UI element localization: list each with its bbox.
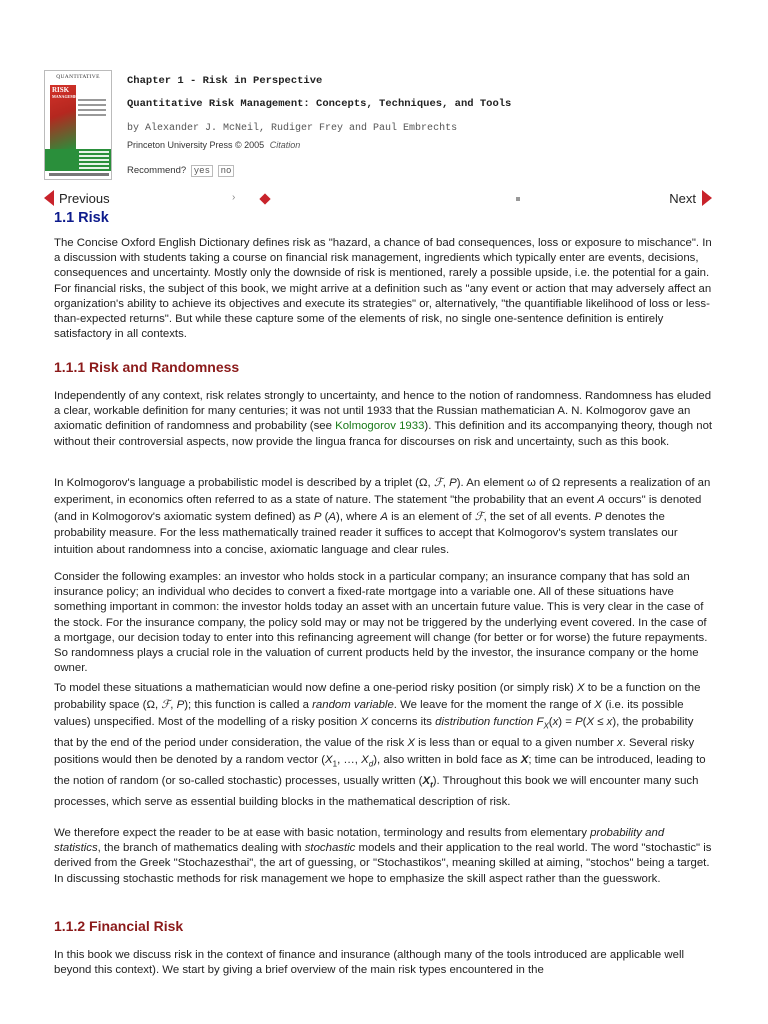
authors: Alexander J. McNeil, Rudiger Frey and Paul Embrechts <box>145 123 458 134</box>
publisher: Princeton University Press © 2005 <box>127 140 265 150</box>
section-title-1-1: 1.1 Risk <box>54 210 109 226</box>
chevron-right-icon[interactable]: › <box>232 192 236 203</box>
next-button[interactable] <box>669 190 712 206</box>
section-title-1-1-1: 1.1.1 Risk and Randomness <box>54 359 240 375</box>
previous-button[interactable] <box>44 190 110 206</box>
book-title: Quantitative Risk Management: Concepts, Techniques, and Tools <box>127 98 512 110</box>
kolmogorov-1933-link[interactable]: Kolmogorov 1933 <box>335 420 425 433</box>
authors-line <box>127 123 457 134</box>
cover-subtitle-lines <box>78 99 106 119</box>
publisher-line <box>127 140 300 150</box>
by-label: by <box>127 123 140 134</box>
recommend-label: Recommend? <box>127 165 187 176</box>
square-icon[interactable] <box>516 197 520 201</box>
cover-author-lines <box>79 151 109 171</box>
book-header <box>44 70 724 182</box>
diamond-icon[interactable] <box>259 193 270 204</box>
paragraph-kolmogorov-model: In Kolmogorov's language a probabilistic model is described by a triplet (Ω, ℱ, P). An element ω of Ω represents a realization of an experiment, in economics often referred to as a state of nature. The statement "the probability that an event A occurs" is denoted (and in Kolmogorov's axiomatic system defined) as P (A), where A is an element of ℱ, the set of all events. P denotes the probability measure. For the less mathematically trained reader it suffices to accept that Kolmogorov's system translates our intuition about randomness into a concise, axiomatic language and clear rules. <box>54 477 711 557</box>
page-navigation <box>44 188 712 210</box>
book-cover-image[interactable] <box>44 70 112 180</box>
previous-arrow-icon <box>44 190 54 206</box>
paragraph-risky-position: To model these situations a mathematician would now define a one-period risky position (or simply risk) X to be a function on the probability space (Ω, ℱ, P); this function is called a random variable. We leave for the moment the range of X (i.e. its possible values) unspecified. Most of the modelling of a risky position X concerns its distribution function $F_X(x) = P(X \le x)$, the probability that by the end of the period under consideration, the value of the risk X is less than or equal to a given number x. Several risky positions would then be denoted by a random vector ($X_1$, …, $X_d$), also written in bold face as X; time can be introduced, leading to the notion of random (or so-called stochastic) processes, usually written $(X_t)$. Throughout this book we will encounter many such processes, which serve as essential building blocks in the mathematical description of risk. <box>54 682 706 809</box>
section-title-1-1-2: 1.1.2 Financial Risk <box>54 918 184 934</box>
previous-label: Previous <box>59 190 110 206</box>
paragraph-risk-definition: The Concise Oxford English Dictionary defines risk as "hazard, a chance of bad consequences, loss or exposure to mischance". In a discussion with students taking a course on financial risk management, ingredients which typically enter are events, decisions, consequences and uncertainty. Mostly only the downside of risk is mentioned, rarely a possible upside, i.e. the potential for a gain. For financial risks, the subject of this book, we might arrive at a definition such as "any event or action that may adversely affect an organization's ability to achieve its objectives and execute its strategies" or, alternatively, "the quantifiable likelihood of loss or less-than-expected returns". But while these capture some of the elements of risk, no single one-sentence definition is entirely satisfactory in all contexts. <box>54 237 712 341</box>
next-label: Next <box>669 190 696 206</box>
recommend-yes-button[interactable]: yes <box>191 165 213 177</box>
paragraph-stochastic: We therefore expect the reader to be at ease with basic notation, terminology and results from elementary probability and statistics, the branch of mathematics dealing with stochastic models and their application to the real world. The word "stochastic" is derived from the Greek "Stochazesthai", the art of guessing, or "Stochastikos", meaning skilled at aiming, "stochos" being a target. In discussing stochastic methods for risk management we hope to emphasize the skill aspect rather than the guesswork. <box>54 827 712 885</box>
cover-risk-text: RISK MANAGEMENT <box>52 86 83 99</box>
paragraph-randomness: Independently of any context, risk relates strongly to uncertainty, and hence to the notion of randomness. Randomness has eluded a clear, workable definition for many centuries; it was not until 1933 that the Russian mathematician A. N. Kolmogorov gave an axiomatic definition of randomness and probability (see Kolmogorov 1933). This definition and its accompanying theory, though not without their controversial aspects, now provide the lingua franca for discourses on risk and uncertainty, such as this book. <box>54 390 713 448</box>
paragraph-examples: Consider the following examples: an investor who holds stock in a particular company; an insurance company that has sold an insurance policy; an individual who decides to convert a fixed-rate mortgage into a variable one. All of these situations have something important in common: the investor holds today an asset with an uncertain future value. This is very clear in the case of the stock. For the insurance company, the policy sold may or may not be triggered by the underlying event covered. In the case of a mortgage, our decision today to enter into this refinancing agreement will change (for better or for worse) the future repayments. So randomness plays a crucial role in the valuation of current products held by the investor, the insurance company or the home owner. <box>54 571 708 675</box>
recommend-row <box>127 165 234 177</box>
cover-publisher-bar <box>49 173 109 176</box>
recommend-no-button[interactable]: no <box>218 165 235 177</box>
chapter-title: Chapter 1 - Risk in Perspective <box>127 75 323 87</box>
cover-top-text: QUANTITATIVE <box>56 74 100 80</box>
paragraph-financial-risk: In this book we discuss risk in the context of finance and insurance (although many of the tools introduced are applicable well beyond this context). We start by giving a brief overview of the main risk types encountered in the <box>54 949 685 977</box>
next-arrow-icon <box>702 190 712 206</box>
citation-link[interactable]: Citation <box>269 140 301 150</box>
